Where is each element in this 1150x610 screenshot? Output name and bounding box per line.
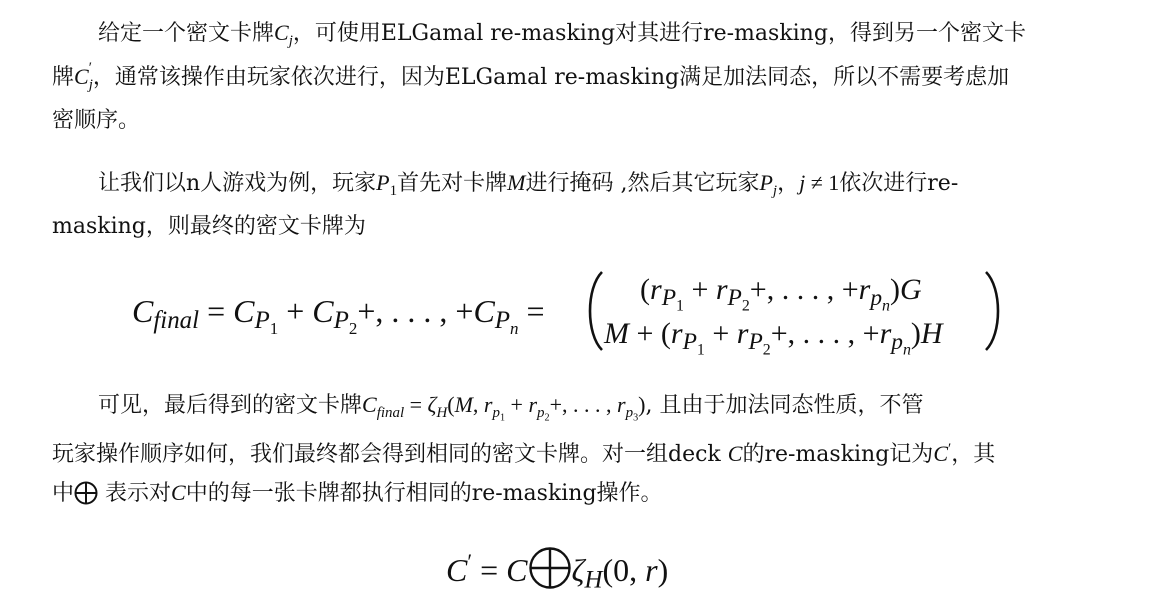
math-P: P <box>682 328 697 355</box>
text: 中的每一张卡牌都执行相同的re-masking操作。 <box>185 481 663 506</box>
math-H: H <box>920 317 943 350</box>
paragraph-2-line-1 <box>98 168 958 206</box>
math-C: C <box>506 552 528 589</box>
paragraph-2-line-2: masking，则最终的密文卡牌为 <box>52 214 366 239</box>
math-prime: ′ <box>467 550 473 575</box>
math-sub-j: j <box>288 33 293 50</box>
math-C: C <box>362 392 377 417</box>
math-P: P <box>727 284 742 311</box>
math-close-paren: ) <box>910 317 921 350</box>
math-p: p <box>625 405 634 422</box>
math-close-paren: ) <box>657 552 669 589</box>
right-big-parenthesis <box>982 270 1008 352</box>
math-C: C <box>446 552 468 589</box>
math-plus: + <box>683 273 716 306</box>
math-sub: 1 <box>675 297 684 315</box>
paragraph-3-line-2 <box>52 434 995 470</box>
math-M: M <box>507 170 526 195</box>
math-open-paren: ( <box>447 392 455 417</box>
math-G: G <box>899 273 922 306</box>
math-sub-j: j <box>88 77 93 94</box>
math-j: j <box>799 170 806 195</box>
math-plus-open: + ( <box>629 317 671 350</box>
math-equals: = <box>404 392 428 417</box>
math-plus: + <box>505 392 529 417</box>
math-r: r <box>645 552 658 589</box>
math-r: r <box>483 392 493 417</box>
math-C: C <box>312 293 334 329</box>
text: 依次进行re- <box>839 171 959 196</box>
text: ， <box>777 171 800 196</box>
circled-plus-icon <box>528 546 572 598</box>
math-sub-n: n <box>510 319 519 339</box>
math-r: r <box>858 273 871 306</box>
math-close-paren: ) <box>889 273 900 306</box>
math-comma: , <box>472 392 484 417</box>
math-dots: +, . . . , <box>549 392 618 417</box>
math-open-paren: ( <box>640 273 650 306</box>
math-sub: 2 <box>741 297 750 315</box>
math-dots: +, . . . , + <box>770 317 880 350</box>
math-sub: 2 <box>762 341 771 359</box>
math-P: P <box>661 284 676 311</box>
math-prime: ′ <box>88 60 92 76</box>
text: 给定一个密文卡牌 <box>98 21 275 46</box>
math-sub: 1 <box>389 183 398 200</box>
math-sub: 1 <box>696 341 705 359</box>
math-close-paren: ) <box>638 392 646 417</box>
math-neq-1: ≠ 1 <box>805 170 840 195</box>
math-r: r <box>736 317 749 350</box>
equation-cfinal-lhs <box>132 293 545 339</box>
text: 可见，最后得到的密文卡牌 <box>98 393 363 418</box>
math-p: p <box>537 405 545 422</box>
paragraph-3-line-1 <box>98 390 923 434</box>
math-zeta: ζ <box>427 392 437 417</box>
matrix-row-1 <box>640 273 922 315</box>
text: ，其 <box>951 442 996 468</box>
math-P: P <box>494 307 511 335</box>
math-dots: +, . . . , + <box>357 293 474 329</box>
text: 首先对卡牌 <box>397 171 508 196</box>
left-big-parenthesis <box>580 270 606 352</box>
math-r: r <box>879 317 892 350</box>
equation-c-prime <box>446 546 668 598</box>
text: 表示对 <box>98 481 172 506</box>
math-plus: + <box>704 317 737 350</box>
math-M: M <box>604 317 629 350</box>
paragraph-3-line-3 <box>52 478 663 514</box>
text: 的re-masking记为 <box>742 442 934 468</box>
math-p: p <box>492 405 500 422</box>
matrix-row-2 <box>604 317 943 359</box>
text: 中 <box>52 481 75 506</box>
math-sub-n: n <box>882 297 890 315</box>
paragraph-1-line-2 <box>52 62 1009 100</box>
math-sub: 1 <box>269 319 279 339</box>
math-C: C <box>132 293 154 329</box>
math-equals: = <box>472 552 507 589</box>
math-C: C <box>74 64 89 89</box>
math-P: P <box>254 307 270 335</box>
math-M: M <box>454 392 473 417</box>
math-r: r <box>650 273 662 306</box>
math-r: r <box>617 392 626 417</box>
text: ，通常该操作由玩家依次进行，因为ELGamal re-masking满足加法同态，所以不需要考虑加 <box>92 65 1010 90</box>
math-args: (0, <box>602 552 646 589</box>
text: , 且由于加法同态性质，不管 <box>645 393 924 418</box>
math-r: r <box>528 392 538 417</box>
math-sub-final: final <box>153 307 200 335</box>
math-P: P <box>333 307 349 335</box>
math-sub-H: H <box>436 405 448 422</box>
math-sub-n: n <box>902 341 911 359</box>
text: 玩家操作顺序如何，我们最终都会得到相同的密文卡牌。对一组deck <box>52 442 728 468</box>
math-sub-j: j <box>772 183 778 200</box>
math-P: P <box>759 170 773 195</box>
math-C: C <box>233 293 255 329</box>
text: 进行掩码 ,然后其它玩家 <box>525 171 760 196</box>
math-r: r <box>670 317 683 350</box>
math-r: r <box>715 273 728 306</box>
math-P: P <box>376 170 390 195</box>
math-P: P <box>748 328 763 355</box>
math-zeta: ζ <box>571 552 585 589</box>
math-sub-H: H <box>584 566 603 594</box>
math-C: C <box>727 441 743 467</box>
math-C: C <box>933 441 948 467</box>
paragraph-1-line-3: 密顺序。 <box>52 108 141 133</box>
circled-plus-icon <box>74 481 98 514</box>
math-p: p <box>891 328 903 355</box>
math-C: C <box>171 480 186 505</box>
math-sub: 1 <box>499 412 506 424</box>
math-sub: 2 <box>544 412 550 424</box>
math-p: p <box>870 284 883 311</box>
math-sub: 2 <box>348 319 358 339</box>
math-sub-final: final <box>376 405 405 422</box>
text: 牌 <box>52 65 75 90</box>
paragraph-1-line-1 <box>98 18 1026 56</box>
math-C: C <box>274 20 289 45</box>
math-plus: + <box>278 293 313 329</box>
math-equals: = <box>518 293 545 329</box>
text: ，可使用ELGamal re-masking对其进行re-masking，得到另一个密文卡 <box>292 21 1026 46</box>
math-dots: +, . . . , + <box>749 273 859 306</box>
math-sub: 3 <box>633 412 639 424</box>
math-prime: ′ <box>948 441 952 457</box>
math-C: C <box>473 293 495 329</box>
text: 让我们以n人游戏为例，玩家 <box>98 171 377 196</box>
math-equals: = <box>199 293 234 329</box>
